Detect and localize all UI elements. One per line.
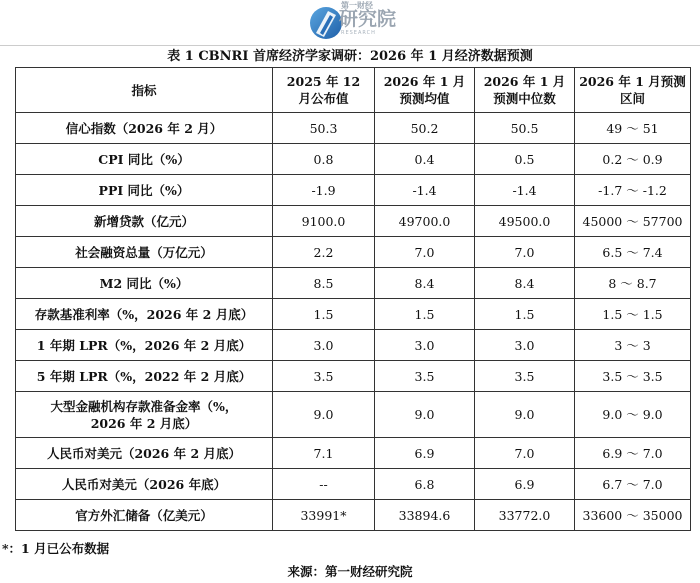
forecast-table [15,67,691,531]
value-cell: 0.4 [375,144,475,175]
value-cell: 6.9 ～ 7.0 [575,438,691,469]
value-cell: 3.0 [273,330,375,361]
table-row [16,144,691,175]
table-row [16,268,691,299]
footnote: *：1 月已公布数据 [2,541,110,556]
value-cell: 50.5 [475,113,575,144]
value-cell: 7.0 [475,237,575,268]
value-cell: 3.0 [475,330,575,361]
column-header: 2025 年 12 月公布值 [273,68,375,113]
value-cell: 7.0 [375,237,475,268]
value-cell: 0.8 [273,144,375,175]
logo-top-text: 第一财经 [341,1,373,10]
value-cell: 45000 ～ 57700 [575,206,691,237]
value-cell: 3.5 [475,361,575,392]
value-cell: 3 ～ 3 [575,330,691,361]
indicator-cell: 人民币对美元（2026 年底） [16,469,273,500]
value-cell: 6.9 [375,438,475,469]
value-cell: 0.2 ～ 0.9 [575,144,691,175]
logo-sub-text: RESEARCH [341,30,376,36]
value-cell: 50.3 [273,113,375,144]
value-cell: 3.5 ～ 3.5 [575,361,691,392]
value-cell: 8.4 [475,268,575,299]
table-row [16,299,691,330]
value-cell: -1.4 [375,175,475,206]
value-cell: 6.5 ～ 7.4 [575,237,691,268]
value-cell: 9.0 ～ 9.0 [575,392,691,438]
indicator-cell: 大型金融机构存款准备金率（%， 2026 年 2 月底） [16,392,273,438]
value-cell: 6.9 [475,469,575,500]
source-note: 来源：第一财经研究院 [287,564,413,579]
indicator-cell: CPI 同比（%） [16,144,273,175]
indicator-cell: 官方外汇储备（亿美元） [16,500,273,531]
indicator-cell: 人民币对美元（2026 年 2 月底） [16,438,273,469]
table-row [16,237,691,268]
table-row [16,438,691,469]
value-cell: 6.8 [375,469,475,500]
value-cell: 6.7 ～ 7.0 [575,469,691,500]
column-header: 2026 年 1 月预测 区间 [575,68,691,113]
table-header-row [16,68,691,113]
value-cell: 7.1 [273,438,375,469]
table-row [16,500,691,531]
value-cell: 8.5 [273,268,375,299]
value-cell: -- [273,469,375,500]
table-row [16,361,691,392]
value-cell: 3.5 [375,361,475,392]
indicator-cell: 信心指数（2026 年 2 月） [16,113,273,144]
value-cell: 33991* [273,500,375,531]
value-cell: 1.5 [475,299,575,330]
value-cell: 8 ～ 8.7 [575,268,691,299]
table-row [16,392,691,438]
value-cell: 9.0 [475,392,575,438]
value-cell: 0.5 [475,144,575,175]
value-cell: 7.0 [475,438,575,469]
value-cell: 9100.0 [273,206,375,237]
indicator-cell: PPI 同比（%） [16,175,273,206]
value-cell: -1.9 [273,175,375,206]
table-row [16,113,691,144]
indicator-cell: 存款基准利率（%，2026 年 2 月底） [16,299,273,330]
indicator-cell: 1 年期 LPR（%，2026 年 2 月底） [16,330,273,361]
column-header: 2026 年 1 月 预测均值 [375,68,475,113]
value-cell: 33772.0 [475,500,575,531]
table-row [16,330,691,361]
value-cell: 1.5 [273,299,375,330]
value-cell: 9.0 [375,392,475,438]
value-cell: 49500.0 [475,206,575,237]
value-cell: 1.5 ～ 1.5 [575,299,691,330]
value-cell: 49700.0 [375,206,475,237]
value-cell: 3.0 [375,330,475,361]
logo-main-text: 研究院 [339,8,397,30]
table-row [16,206,691,237]
indicator-cell: M2 同比（%） [16,268,273,299]
value-cell: 1.5 [375,299,475,330]
value-cell: -1.4 [475,175,575,206]
value-cell: 2.2 [273,237,375,268]
indicator-cell: 社会融资总量（万亿元） [16,237,273,268]
value-cell: 33600 ～ 35000 [575,500,691,531]
value-cell: 33894.6 [375,500,475,531]
value-cell: 49 ～ 51 [575,113,691,144]
value-cell: 8.4 [375,268,475,299]
header-divider [0,45,700,46]
table-title: 表 1 CBNRI 首席经济学家调研：2026 年 1 月经济数据预测 [167,49,533,64]
column-header: 指标 [16,68,273,113]
value-cell: 9.0 [273,392,375,438]
value-cell: -1.7 ～ -1.2 [575,175,691,206]
indicator-cell: 新增贷款（亿元） [16,206,273,237]
table-row [16,469,691,500]
header [0,0,700,46]
indicator-cell: 5 年期 LPR（%，2022 年 2 月底） [16,361,273,392]
value-cell: 3.5 [273,361,375,392]
table-row [16,175,691,206]
value-cell: 50.2 [375,113,475,144]
column-header: 2026 年 1 月 预测中位数 [475,68,575,113]
